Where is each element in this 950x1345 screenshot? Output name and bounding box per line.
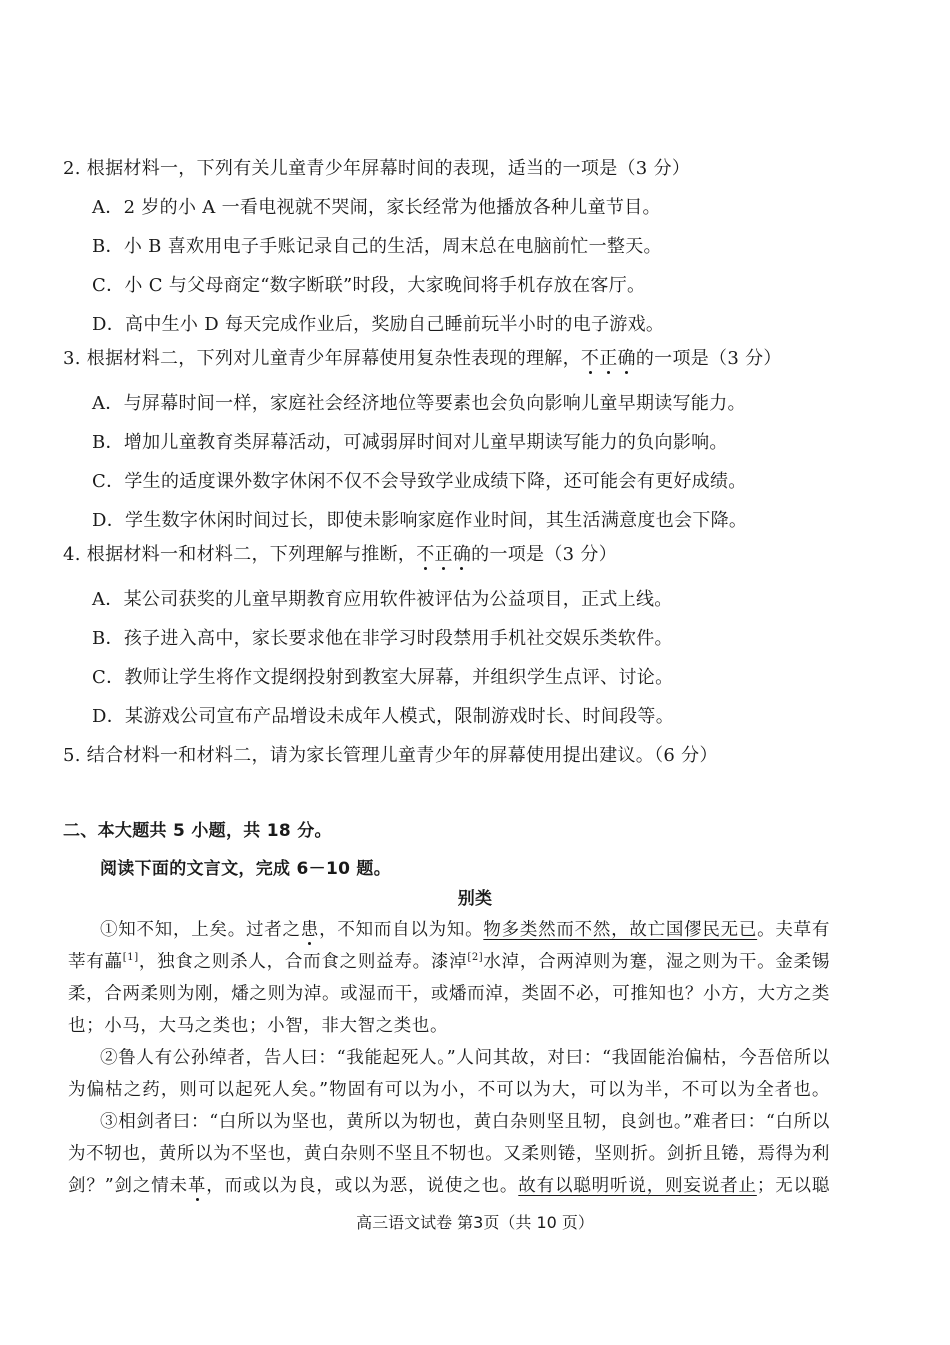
passage-p2-line-2: 为偏枯之药，则可以起死人矣。”物固有可以为小，不可以为大，可以为半，不可以为全者也。 — [68, 1080, 830, 1100]
question-3-stem-post: 的一项是（3 分） — [635, 348, 782, 369]
emphasis-dot-char: 确 — [452, 544, 472, 565]
question-3-option-b: B．增加儿童教育类屏幕活动，可减弱屏时间对儿童早期读写能力的负向影响。 — [92, 432, 728, 453]
question-5-stem: 5. 结合材料一和材料二，请为家长管理儿童青少年的屏幕使用提出建议。（6 分） — [63, 745, 718, 766]
passage-text: ，不知而自以为知。 — [319, 920, 484, 940]
question-3-option-d: D．学生数字休闲时间过长，即使未影响家庭作业时间，其生活满意度也会下降。 — [92, 510, 748, 531]
question-2-stem: 2. 根据材料一，下列有关儿童青少年屏幕时间的表现，适当的一项是（3 分） — [63, 158, 691, 179]
question-4-stem — [63, 543, 617, 567]
footnote-marker: [2] — [467, 952, 484, 963]
emphasis-dot-char: 确 — [617, 348, 636, 369]
passage-p3-line-3 — [68, 1174, 830, 1198]
passage-p1-line-1 — [100, 918, 830, 942]
passage-text: ，而或以为良，或以为恶，说使之也。 — [206, 1176, 519, 1196]
question-2-option-b: B．小 B 喜欢用电子手账记录自己的生活，周末总在电脑前忙一整天。 — [92, 236, 662, 257]
passage-text: 莘有藟 — [68, 952, 123, 972]
passage-text: 剑？”剑之情未 — [68, 1176, 188, 1196]
emphasis-dot-char: 患 — [300, 920, 320, 940]
emphasis-dot-char: 正 — [434, 544, 453, 565]
question-4-stem-post: 的一项是（3 分） — [471, 544, 618, 565]
question-4-option-d: D．某游戏公司宣布产品增设未成年人模式，限制游戏时长、时间段等。 — [92, 706, 675, 727]
emphasis-dot-char: 不 — [580, 348, 600, 369]
question-2-option-d: D．高中生小 D 每天完成作业后，奖励自己睡前玩半小时的电子游戏。 — [92, 314, 665, 335]
passage-p3-line-1: ③相剑者曰：“白所以为坚也，黄所以为牣也，黄白杂则坚且牣，良剑也。”难者曰：“白所以 — [100, 1112, 830, 1132]
passage-p3-line-2: 为不牣也，黄所以为不坚也，黄白杂则不坚且不牣也。又柔则锩，坚则折。剑折且锩，焉得为利 — [68, 1144, 830, 1164]
passage-text: ①知不知，上矣。过者之 — [100, 920, 301, 940]
passage-p1-line-3: 柔，合两柔则为刚，燔之则为淖。或湿而干，或燔而淖，类固不必，可推知也？小方，大方之类 — [68, 984, 830, 1004]
section-instruction: 阅读下面的文言文，完成 6－10 题。 — [100, 859, 392, 879]
passage-title: 别类 — [457, 889, 493, 909]
passage-text: 。夫草有 — [757, 920, 830, 940]
passage-p1-line-2 — [68, 950, 830, 974]
question-3-option-c: C．学生的适度课外数字休闲不仅不会导致学业成绩下降，还可能会有更好成绩。 — [92, 471, 747, 492]
passage-text: 水淖，合两淖则为蹇，湿之则为干。金柔锡 — [483, 952, 830, 972]
question-2-option-c: C．小 C 与父母商定“数字断联”时段，大家晚间将手机存放在客厅。 — [92, 275, 646, 296]
footnote-marker: [1] — [122, 952, 139, 963]
page-footer: 高三语文试卷 第3页（共 10 页） — [356, 1213, 594, 1232]
underlined-sentence: 故有以聪明听说，则妄说者止 — [518, 1176, 757, 1196]
section-heading: 二、本大题共 5 小题，共 18 分。 — [63, 821, 332, 841]
question-4-option-c: C．教师让学生将作文提纲投射到教室大屏幕，并组织学生点评、讨论。 — [92, 667, 674, 688]
passage-p1-line-4: 也；小马，大马之类也；小智，非大智之类也。 — [68, 1016, 449, 1036]
question-3-stem — [63, 347, 782, 371]
emphasis-dot-char: 不 — [416, 544, 435, 565]
passage-text: ，独食之则杀人，合而食之则益寿。漆淖 — [138, 952, 468, 972]
question-4-option-a: A．某公司获奖的儿童早期教育应用软件被评估为公益项目，正式上线。 — [92, 589, 673, 610]
question-2-option-a: A．2 岁的小 A 一看电视就不哭闹，家长经常为他播放各种儿童节目。 — [92, 197, 661, 218]
question-3-option-a: A．与屏幕时间一样，家庭社会经济地位等要素也会负向影响儿童早期读写能力。 — [92, 393, 746, 414]
emphasis-dot-char: 正 — [599, 348, 618, 369]
question-3-stem-pre: 3. 根据材料二，下列对儿童青少年屏幕使用复杂性表现的理解， — [63, 348, 581, 369]
question-4-option-b: B．孩子进入高中，家长要求他在非学习时段禁用手机社交娱乐类软件。 — [92, 628, 673, 649]
underlined-sentence: 物多类然而不然，故亡国僇民无已 — [483, 920, 758, 940]
passage-text: ；无以聪 — [756, 1176, 830, 1196]
emphasis-dot-char: 革 — [187, 1176, 207, 1196]
question-4-stem-pre: 4. 根据材料一和材料二，下列理解与推断， — [63, 544, 417, 565]
passage-p2-line-1: ②鲁人有公孙绰者，告人曰：“我能起死人。”人问其故，对曰：“我固能治偏枯，今吾倍所以 — [100, 1048, 830, 1068]
